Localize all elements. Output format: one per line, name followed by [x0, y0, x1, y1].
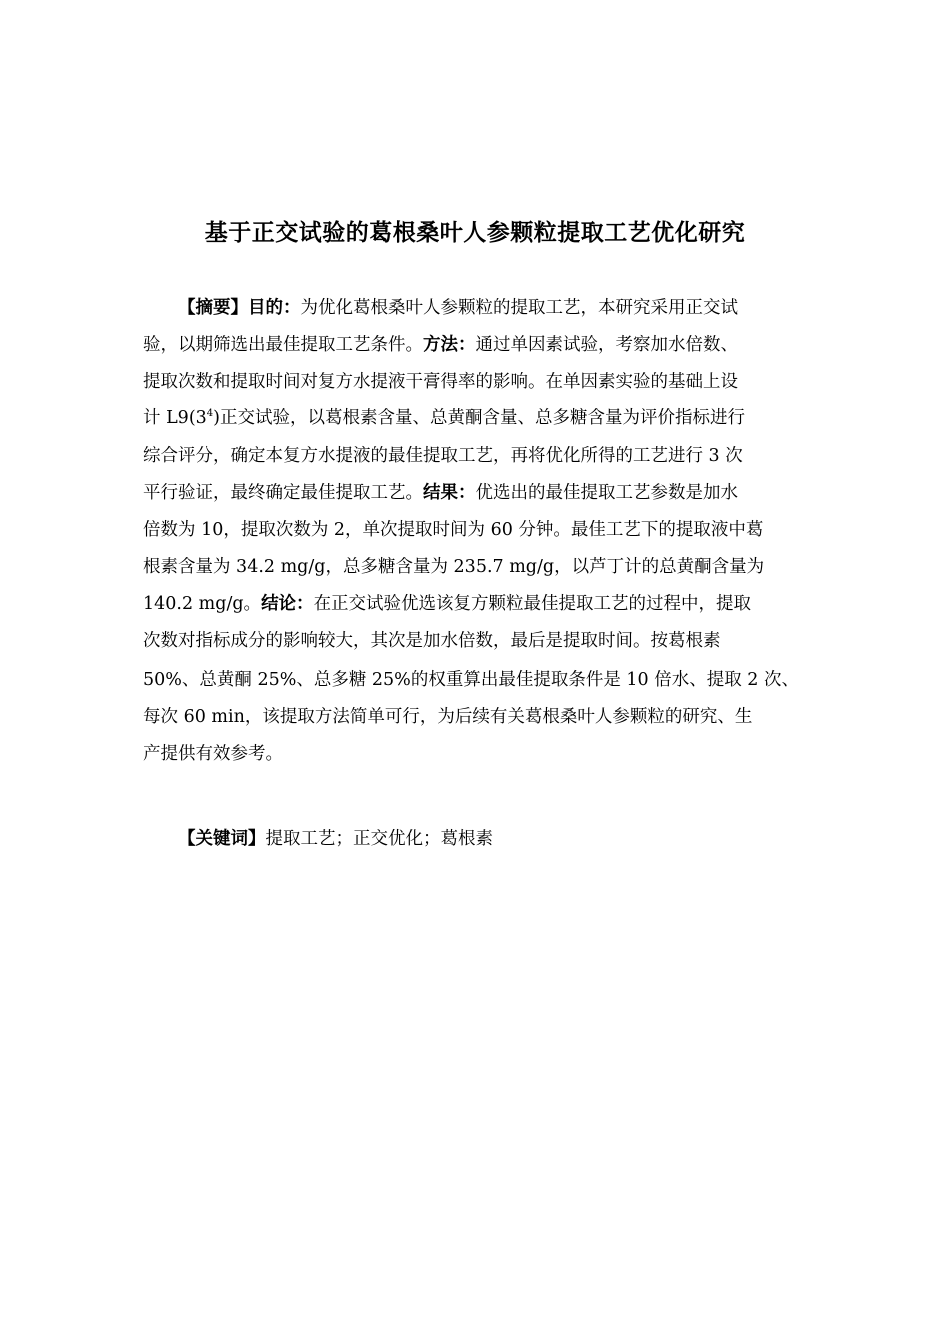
abstract-line-9: [143, 592, 751, 616]
line4-post: )正交试验，以葛根素含量、总黄酮含量、总多糖含量为评价指标进行: [213, 408, 745, 428]
abstract-line-1: [178, 296, 738, 320]
objective-text-cont: 验，以期筛选出最佳提取工艺条件。: [143, 335, 423, 355]
method-label: 方法：: [423, 335, 476, 355]
abstract-line-3: 提取次数和提取时间对复方水提液干膏得率的影响。在单因素实验的基础上设: [143, 372, 738, 392]
line4-superscript: 4: [206, 408, 214, 420]
keywords-label: 【关键词】: [178, 829, 266, 849]
line4-pre: 计 L9(3: [143, 408, 207, 428]
abstract-line-6: [143, 481, 738, 505]
abstract-line-2: [143, 333, 738, 357]
method-text: 通过单因素试验，考察加水倍数、: [475, 335, 738, 355]
keywords-line: [178, 827, 493, 851]
abstract-line-11: 50%、总黄酮 25%、总多糖 25%的权重算出最佳提取条件是 10 倍水、提取 2 次、: [143, 670, 799, 690]
result-text: 优选出的最佳提取工艺参数是加水: [475, 483, 738, 503]
abstract-line-5: 综合评分，确定本复方水提液的最佳提取工艺，再将优化所得的工艺进行 3 次: [143, 446, 743, 466]
conclusion-label: 结论：: [261, 594, 314, 614]
line6-text: 平行验证，最终确定最佳提取工艺。: [143, 483, 423, 503]
abstract-line-7: 倍数为 10，提取次数为 2，单次提取时间为 60 分钟。最佳工艺下的提取液中葛: [143, 520, 764, 540]
abstract-line-10: 次数对指标成分的影响较大，其次是加水倍数，最后是提取时间。按葛根素: [143, 631, 721, 651]
result-label: 结果：: [423, 483, 476, 503]
objective-label: 目的：: [248, 298, 301, 318]
paper-title: 基于正交试验的葛根桑叶人参颗粒提取工艺优化研究: [204, 220, 746, 246]
objective-text: 为优化葛根桑叶人参颗粒的提取工艺，本研究采用正交试: [300, 298, 738, 318]
line9-text: 140.2 mg/g。: [143, 594, 262, 614]
abstract-line-8: 根素含量为 34.2 mg/g，总多糖含量为 235.7 mg/g，以芦丁计的总黄酮含量为: [143, 557, 765, 577]
abstract-line-12: 每次 60 min，该提取方法简单可行，为后续有关葛根桑叶人参颗粒的研究、生: [143, 707, 753, 727]
abstract-line-13: 产提供有效参考。: [143, 744, 283, 764]
abstract-label: 【摘要】: [178, 298, 248, 318]
keywords-text: 提取工艺；正交优化；葛根素: [265, 829, 493, 849]
abstract-line-4: [143, 406, 745, 430]
conclusion-text: 在正交试验优选该复方颗粒最佳提取工艺的过程中，提取: [313, 594, 752, 614]
